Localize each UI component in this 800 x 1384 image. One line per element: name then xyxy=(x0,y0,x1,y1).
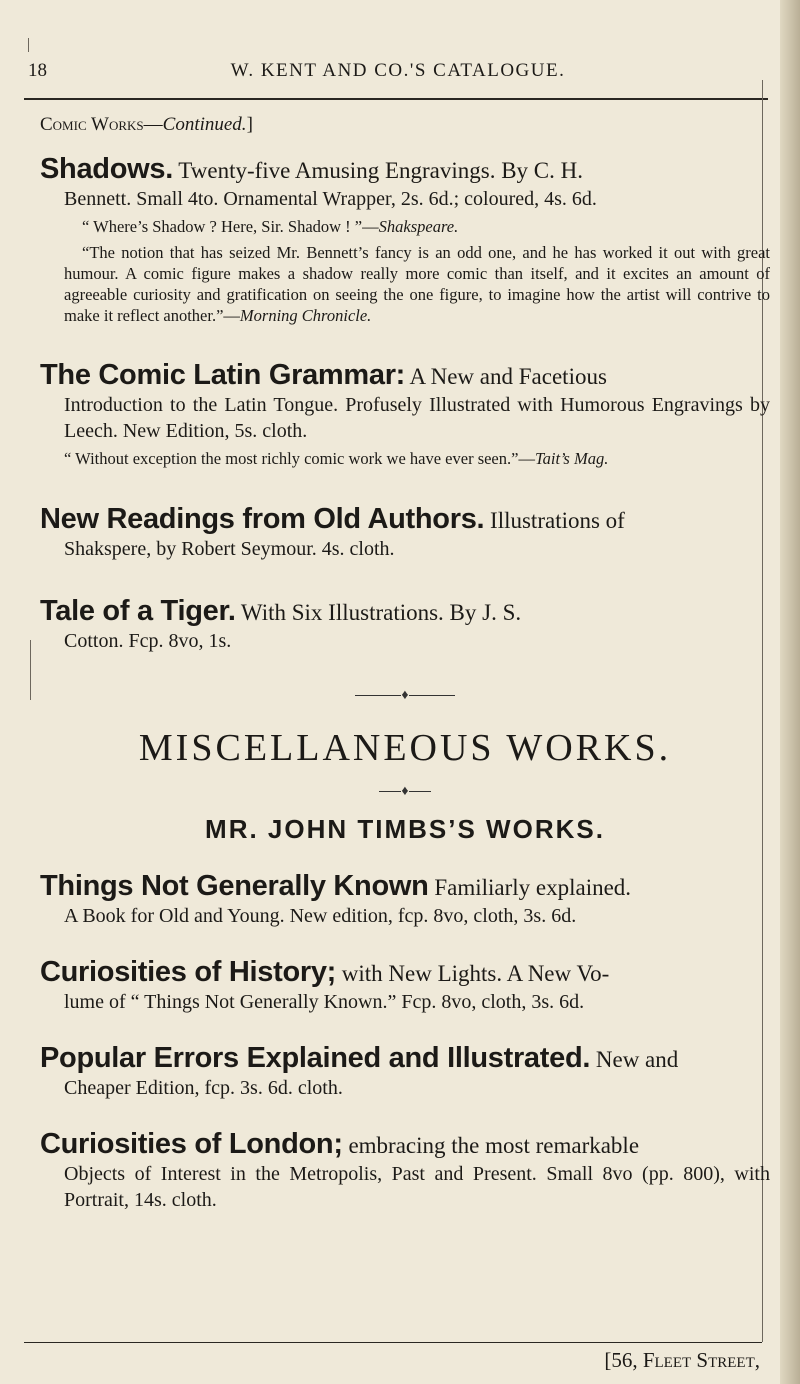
entry-title: New Readings from Old Authors. xyxy=(40,503,485,535)
entry-lead: A New and Facetious xyxy=(405,364,607,389)
entry-body: Cheaper Edition, fcp. 3s. 6d. cloth. xyxy=(64,1077,343,1099)
catalogue-entry xyxy=(40,1129,770,1213)
ornament-divider: ♦ xyxy=(40,688,770,704)
catalogue-entry xyxy=(40,596,770,654)
entry-title: Curiosities of London; xyxy=(40,1128,343,1160)
quote-text: “ Where’s Shadow ? Here, Sir. Shadow ! ”— xyxy=(82,217,379,236)
margin-rule xyxy=(28,38,29,52)
entry-body: lume of “ Things Not Generally Known.” Fcp. 8vo, cloth, 3s. 6d. xyxy=(64,991,585,1013)
entry-title: Popular Errors Explained and Illustrated. xyxy=(40,1042,591,1074)
entry-lead: Twenty-five Amusing Engravings. By C. H. xyxy=(172,158,583,183)
subsection-title: MR. JOHN TIMBS’S WORKS. xyxy=(205,814,605,844)
running-head: W. KENT AND CO.'S CATALOGUE. xyxy=(230,60,566,81)
quote-source: Shakspeare. xyxy=(378,217,459,236)
entry-title: The Comic Latin Grammar: xyxy=(40,359,406,391)
entry-quote xyxy=(40,448,770,470)
entry-body: Introduction to the Latin Tongue. Profusely Illustrated with Humorous Engravings by Leech. New Edition, 5s. cloth. xyxy=(64,394,770,442)
catalogue-entry xyxy=(40,1043,770,1101)
catalogue-entry xyxy=(40,957,770,1015)
entry-body: Objects of Interest in the Metropolis, Past and Present. Small 8vo (pp. 800), with Portrait, 14s. cloth. xyxy=(64,1163,770,1211)
review-text: “The notion that has seized Mr. Bennett’s fancy is an odd one, and he has worked it out with great humour. A comic figure makes a shadow really more comic than itself, and it excites an amount of agreeable curiosity and gratification on seeing the one figure, to imagine how the artist will contrive to make it reflect another.”— xyxy=(64,243,770,325)
entry-lead: with New Lights. A New Vo- xyxy=(336,961,610,986)
entry-lead: Illustrations of xyxy=(484,508,625,533)
running-header xyxy=(28,60,768,90)
quote-text: “ Without exception the most richly comic work we have ever seen.”— xyxy=(64,449,535,468)
entry-body: Shakspere, by Robert Seymour. 4s. cloth. xyxy=(64,538,395,560)
continued-heading: Comic Works—Continued.] xyxy=(40,114,253,135)
catchword: [56, Fleet Street, xyxy=(604,1348,760,1372)
entry-quote xyxy=(40,216,770,238)
section-name: Comic Works xyxy=(40,114,144,135)
page-content xyxy=(40,110,770,1213)
catalogue-entry xyxy=(40,154,770,326)
entry-review xyxy=(40,242,770,326)
entry-title: Curiosities of History; xyxy=(40,956,337,988)
page-number: 18 xyxy=(28,60,47,81)
entry-body: Cotton. Fcp. 8vo, 1s. xyxy=(64,630,232,652)
catalogue-entry xyxy=(40,871,770,929)
continued-label: Continued. xyxy=(162,114,247,135)
margin-rule-left xyxy=(30,640,31,700)
header-rule xyxy=(24,98,768,100)
catalogue-entry xyxy=(40,360,770,470)
entry-lead: With Six Illustrations. By J. S. xyxy=(235,600,522,625)
ornament-divider: ♦ xyxy=(40,784,770,800)
entry-title: Shadows. xyxy=(40,153,173,185)
entry-title: Things Not Generally Known xyxy=(40,870,429,902)
entry-lead: embracing the most remarkable xyxy=(342,1133,640,1158)
entry-lead: Familiarly explained. xyxy=(428,875,632,900)
quote-source: Tait’s Mag. xyxy=(534,449,609,468)
page-edge xyxy=(780,0,800,1384)
entry-title: Tale of a Tiger. xyxy=(40,595,236,627)
entry-body: Bennett. Small 4to. Ornamental Wrapper, 2s. 6d.; coloured, 4s. 6d. xyxy=(64,188,597,210)
review-source: Morning Chronicle. xyxy=(239,306,372,325)
catalogue-entry xyxy=(40,504,770,562)
entry-body: A Book for Old and Young. New edition, fcp. 8vo, cloth, 3s. 6d. xyxy=(64,905,577,927)
footer-rule xyxy=(24,1342,762,1343)
section-title: MISCELLANEOUS WORKS. xyxy=(138,727,672,769)
entry-lead: New and xyxy=(590,1047,679,1072)
